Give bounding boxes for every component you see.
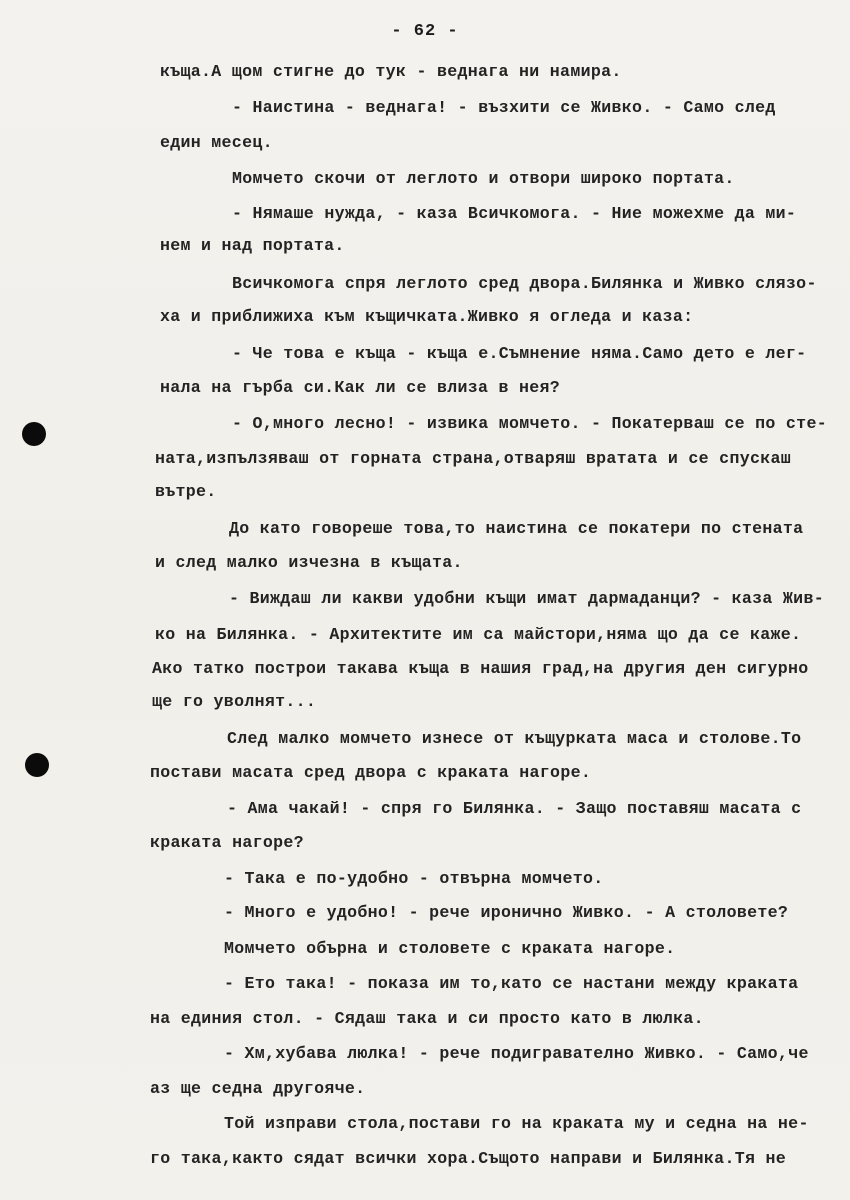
text-line: нем и над портата. [160,236,345,255]
text-line: краката нагоре? [150,833,304,852]
text-line: Той изправи стола,постави го на краката му и седна на не- [224,1114,809,1133]
text-line: До като говореше това,то наистина се покатери по стената [229,519,804,538]
text-line: - О,много лесно! - извика момчето. - Покатерваш се по сте- [232,414,827,433]
text-line: - Наистина - веднага! - възхити се Живко. - Само след [232,98,776,117]
text-line: ко на Билянка. - Архитектите им са майстори,няма що да се каже. [155,625,802,644]
text-line: Всичкомога спря леглото сред двора.Билянка и Живко слязо- [232,274,817,293]
text-line: аз ще седна другояче. [150,1079,366,1098]
text-line: и след малко изчезна в къщата. [155,553,463,572]
text-line: един месец. [160,133,273,152]
text-line: нала на гърба си.Как ли се влиза в нея? [160,378,561,397]
text-line: - Така е по-удобно - отвърна момчето. [224,869,604,888]
text-line: Момчето скочи от леглото и отвори широко портата. [232,169,735,188]
text-line: ха и приближиха към къщичката.Живко я огледа и каза: [160,307,694,326]
page-number: - 62 - [391,22,459,41]
text-line: Момчето обърна и столовете с краката нагоре. [224,939,676,958]
text-line: постави масата сред двора с краката нагоре. [150,763,592,782]
text-line: го така,както сядат всички хора.Същото направи и Билянка.Тя не [150,1149,786,1168]
text-line: ната,изпълзяваш от горната страна,отваряш вратата и се спускаш [155,449,791,468]
text-line: - Много е удобно! - рече иронично Живко. - А столовете? [224,903,789,922]
text-line: ще го уволнят... [152,692,317,711]
text-line: След малко момчето изнесе от къщурката маса и столове.То [227,729,802,748]
text-line: - Ама чакай! - спря го Билянка. - Защо поставяш масата с [227,799,802,818]
text-line: - Хм,хубава люлка! - рече подигравателно Живко. - Само,че [224,1044,809,1063]
text-line: къща.А щом стигне до тук - веднага ни намира. [160,62,622,81]
text-line: на единия стол. - Сядаш така и си просто като в люлка. [150,1009,704,1028]
text-line: вътре. [155,482,217,501]
text-line: - Че това е къща - къща е.Съмнение няма.Само дето е лег- [232,344,807,363]
text-line: Ако татко построи такава къща в нашия град,на другия ден сигурно [152,659,809,678]
text-line: - Виждаш ли какви удобни къщи имат дармаданци? - каза Жив- [229,589,824,608]
text-line: - Нямаше нужда, - каза Всичкомога. - Ние можехме да ми- [232,204,797,223]
text-line: - Ето така! - показа им то,като се настани между краката [224,974,799,993]
